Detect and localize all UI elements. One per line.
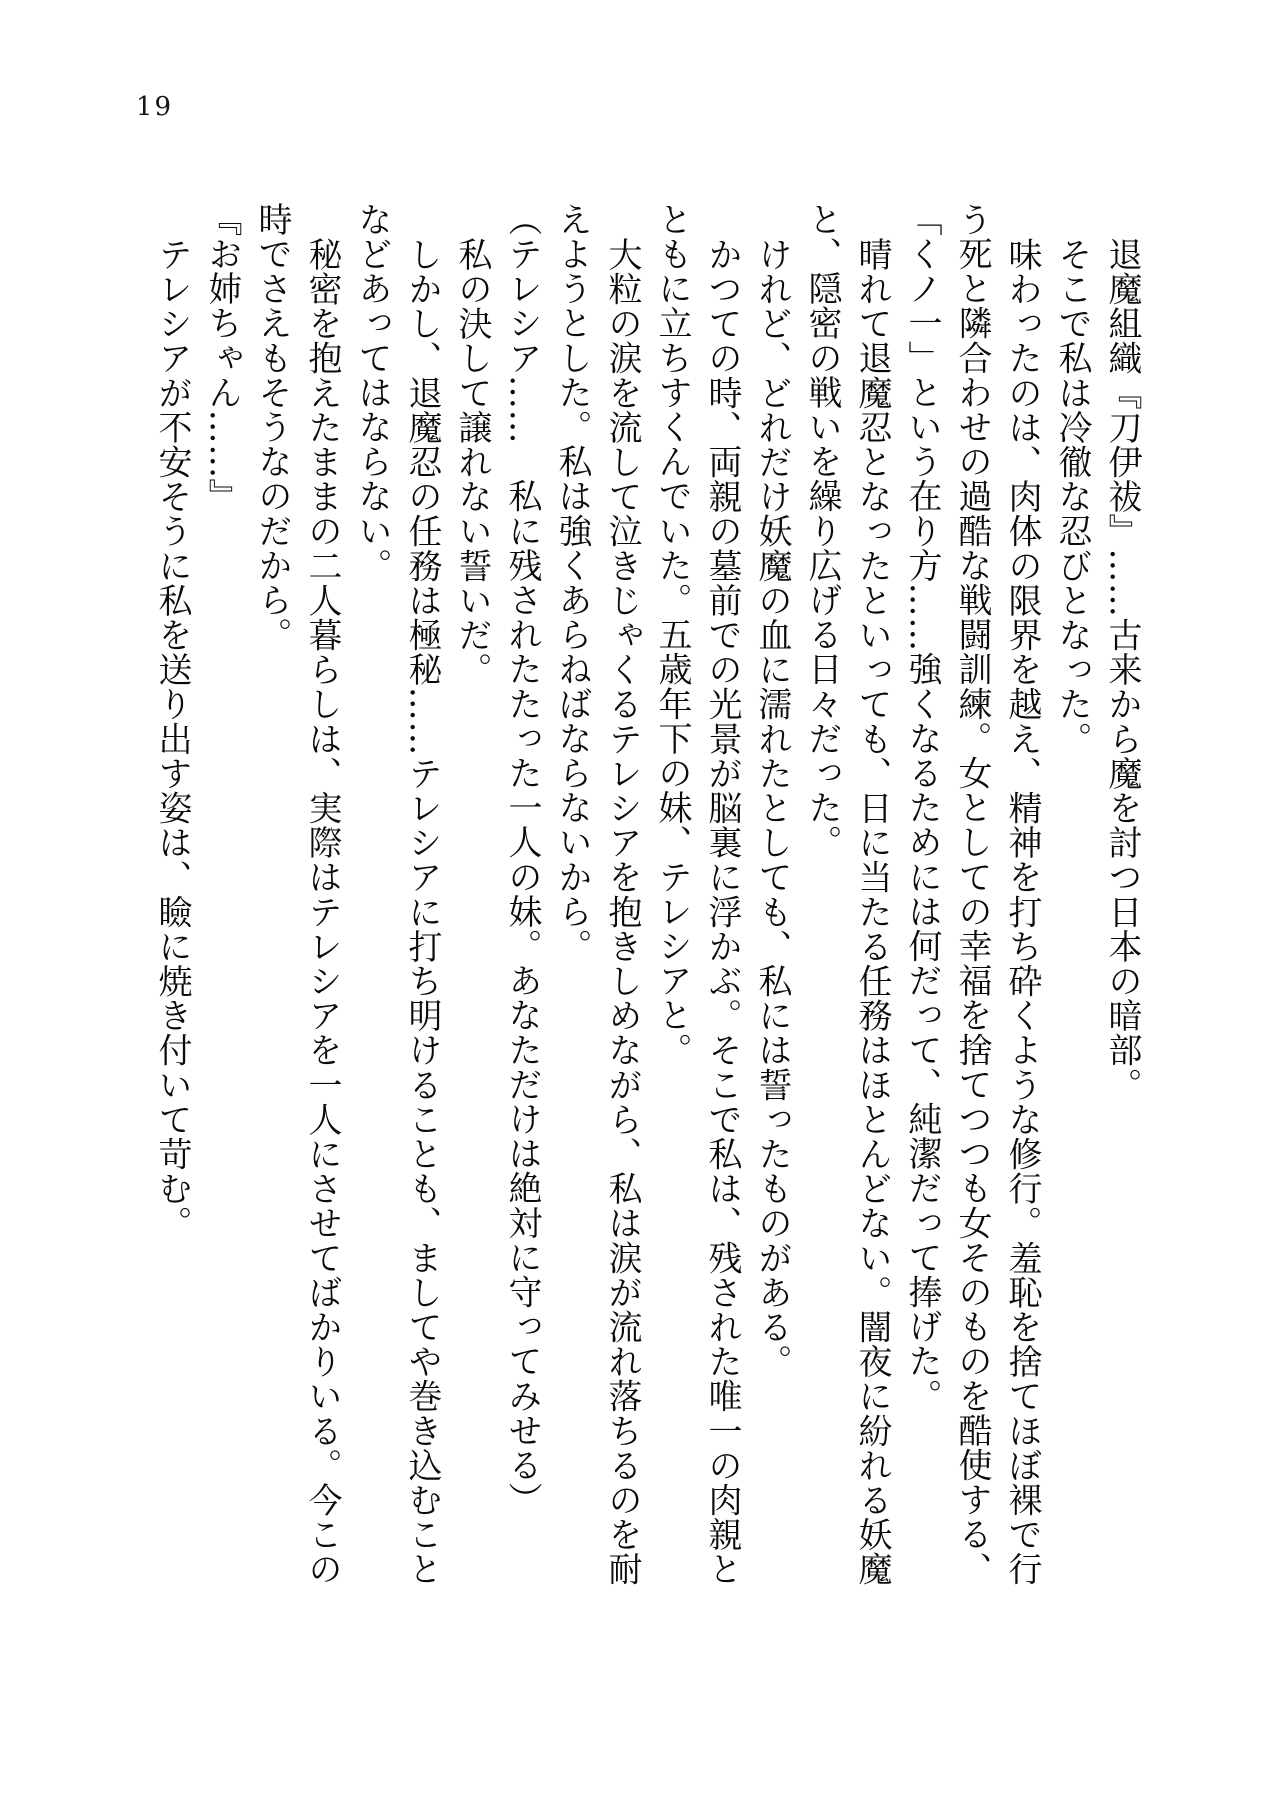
text-line: 大粒の涙を流して泣きじゃくるテレシアを抱きしめながら、私は涙が流れ落ちるのを耐 [602,237,642,1587]
text-line: えようとした。私は強くあらねばならないから。 [552,202,592,964]
text-line: 『お姉ちゃん……』 [202,202,242,514]
text-line: 私の決して譲れない誓いだ。 [452,237,492,687]
text-line: かつての時、両親の墓前での光景が脳裏に浮かぶ。そこで私は、残された唯一の肉親と [702,237,742,1587]
vertical-text-block [147,202,1147,1594]
text-line: う死と隣合わせの過酷な戦闘訓練。女としての幸福を捨てつつも女そのものを酷使する、 [952,202,992,1586]
text-line: などあってはならない。 [352,202,392,583]
text-line: 晴れて退魔忍となったといっても、日に当たる任務はほとんどない。闇夜に紛れる妖魔 [852,237,892,1587]
page-number: 19 [136,92,174,122]
text-line: （テレシア…… 私に残されたたった一人の妹。あなただけは絶対に守ってみせる） [502,202,542,1517]
text-line: 時でさえもそうなのだから。 [252,202,292,652]
text-line: ともに立ちすくんでいた。五歳年下の妹、テレシアと。 [652,202,692,1067]
text-line: と、隠密の戦いを繰り広げる日々だった。 [802,202,842,860]
text-line: 秘密を抱えたままの二人暮らしは、実際はテレシアを一人にさせてばかりいる。今この [302,237,342,1587]
text-line: けれど、どれだけ妖魔の血に濡れたとしても、私には誓ったものがある。 [752,237,792,1379]
text-line: テレシアが不安そうに私を送り出す姿は、瞼に焼き付いて苛む。 [152,237,192,1241]
text-line: 退魔組織『刀伊祓』……古来から魔を討つ日本の暗部。 [1102,237,1142,1102]
text-line: 味わったのは、肉体の限界を越え、精神を打ち砕くような修行。羞恥を捨てほぼ裸で行 [1002,237,1042,1587]
text-line: しかし、退魔忍の任務は極秘……テレシアに打ち明けることも、ましてや巻き込むこと [402,237,442,1587]
text-line: 「くノ一」という在り方……強くなるためには何だって、純潔だって捧げた。 [902,202,942,1413]
text-line: そこで私は冷徹な忍びとなった。 [1052,237,1092,756]
